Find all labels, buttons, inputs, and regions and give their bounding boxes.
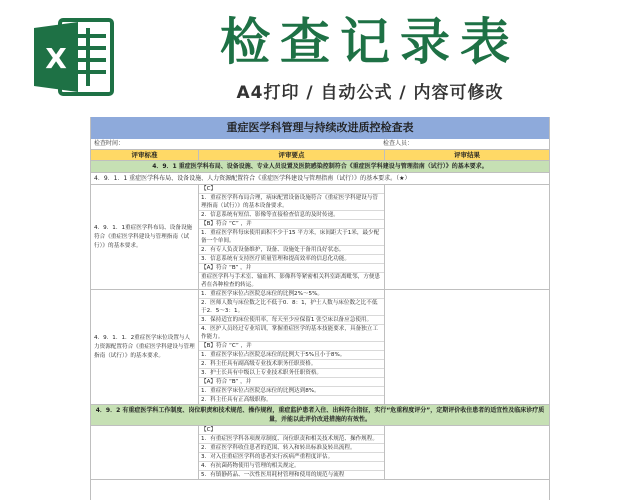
criterion-cell bbox=[91, 426, 199, 479]
item-row: 【C】 bbox=[199, 185, 384, 194]
item-row: 【A】符合 “B” ，并 bbox=[199, 264, 384, 273]
promo-header bbox=[0, 0, 640, 115]
meta-row bbox=[91, 139, 549, 149]
logo-letter: X bbox=[45, 42, 67, 75]
page-subtitle: A4打印 / 自动公式 / 内容可修改 bbox=[236, 83, 504, 103]
item-row: 2．医师人数与床位数之比不低于0．8：1，护士人数与床位数之比不低于2．5～3：1。 bbox=[199, 299, 384, 316]
item-row: 2．有专人负责设备维护，设备、设施处于备用良好状态。 bbox=[199, 246, 384, 255]
standard-block bbox=[91, 185, 549, 290]
standard-block bbox=[91, 290, 549, 405]
item-row: 重症医学科与手术室、输血科、影像科等紧密相关科室距离毗邻，方便患者在各种检查的转运。 bbox=[201, 274, 381, 288]
item-row: 2．科主任具有正高级职称。 bbox=[201, 397, 272, 403]
items-cell bbox=[199, 426, 385, 479]
item-row: 3．信息系统有支持医疗质量管理和提高效率的信息化功能。 bbox=[199, 255, 384, 264]
item-row: 1．重症医学床位占医院总床位的比例2%～5%。 bbox=[199, 290, 384, 299]
column-header-criteria: 评审标准 bbox=[91, 150, 199, 160]
standard-row: 4．9．1．1 重症医学科布局、设备设施、人力资源配置符合《重症医学科建设与管理指南（试行）》的基本要求。（★） bbox=[91, 173, 549, 185]
items-cell bbox=[199, 185, 385, 289]
check-time-label: 检查时间： bbox=[94, 140, 125, 147]
item-row: 1．重症医学科布局合理，病床配置设备设施符合《重症医学科建设与管理指南（试行）》的基本设备要求。 bbox=[199, 194, 384, 211]
item-row: 1．重症医学床位占医院总床位的比例达到8%。 bbox=[199, 387, 384, 396]
item-row: 【B】符合 “C” ，并 bbox=[199, 220, 384, 229]
item-row: 【B】符合 “C” ，并 bbox=[199, 342, 384, 351]
items-cell bbox=[199, 290, 385, 404]
standard-block bbox=[91, 426, 549, 480]
criterion-cell: 4．9．1．1重症医学科布局、设备设施符合《重症医学科建设与管理指南（试行）》的基本要求。 bbox=[91, 185, 199, 289]
page-title: 检查记录表 bbox=[220, 13, 520, 71]
item-row: 1．重症医学床位占医院总床位的比例大于5%且小于8%。 bbox=[199, 351, 384, 360]
checklist-sheet bbox=[90, 117, 550, 500]
excel-logo-icon bbox=[30, 14, 116, 100]
item-row: 4．医护人员经过专业培训，掌握重症医学的基本技能要求，具备独立工作能力。 bbox=[199, 325, 384, 342]
item-row: 2．重症医学科收住患者的范围、转入和转出标准及转出流程。 bbox=[199, 444, 384, 453]
item-row: 3．对入住重症医学科的患者实行疾病严重程度评估。 bbox=[199, 453, 384, 462]
column-header-points: 评审要点 bbox=[199, 150, 385, 160]
item-row: 【A】符合 “B” ，并 bbox=[199, 378, 384, 387]
sheet-title: 重症医学科管理与持续改进质控检查表 bbox=[91, 117, 549, 139]
inspector-label: 检查人员： bbox=[383, 140, 414, 147]
column-header-result: 评审结果 bbox=[454, 151, 480, 159]
criterion-cell: 4．9．1．1．2重症医学床位设置与人力资源配置符合《重症医学科建设与管理指南（试行）》的基本要求。 bbox=[91, 290, 199, 404]
section-title: 4．9．1 重症医学科布局、设备设施、专业人员设置及医院感染控制符合《重症医学科建设与管理指南（试行）》的基本要求。 bbox=[91, 161, 549, 173]
result-cell[interactable] bbox=[385, 426, 549, 479]
item-row: 3．保持适宜的床位使用率，每天至少应保留1 张空床以备应急使用。 bbox=[199, 316, 384, 325]
item-row: 4．有抗菌药物使用与管理的相关规定。 bbox=[199, 462, 384, 471]
result-cell[interactable] bbox=[385, 290, 549, 404]
item-row: 3．护士长具有中级以上专业技术职务任职资格。 bbox=[199, 369, 384, 378]
section-title: 4．9．2 有重症医学科工作制度、岗位职责和技术规范、操作规程，重症监护患者入住、出科符合指征，实行“危重程度评分”，定期评价收住患者的适宜性及临床诊疗质量，并能以此评价改进措施的有效性。 bbox=[91, 405, 549, 426]
item-row: 【C】 bbox=[199, 426, 384, 435]
item-row: 2．信息系统有短信、影像等直接检查信息的及时传递。 bbox=[199, 211, 384, 220]
table-header bbox=[91, 149, 549, 161]
result-cell[interactable] bbox=[385, 185, 549, 289]
item-row: 5．有镇静药品、一次性医用耗材管理和使用的规范与流程 bbox=[201, 472, 345, 478]
item-row: 1．有重症医学科各项规章制度、岗位职责和相关技术规范、操作规程。 bbox=[199, 435, 384, 444]
item-row: 2．科主任具有副高级专业技术职务任职资格。 bbox=[199, 360, 384, 369]
item-row: 1．重症医学科每床使用面积不少于15 平方米，床间距大于1米，最少配备一个单间。 bbox=[199, 229, 384, 246]
